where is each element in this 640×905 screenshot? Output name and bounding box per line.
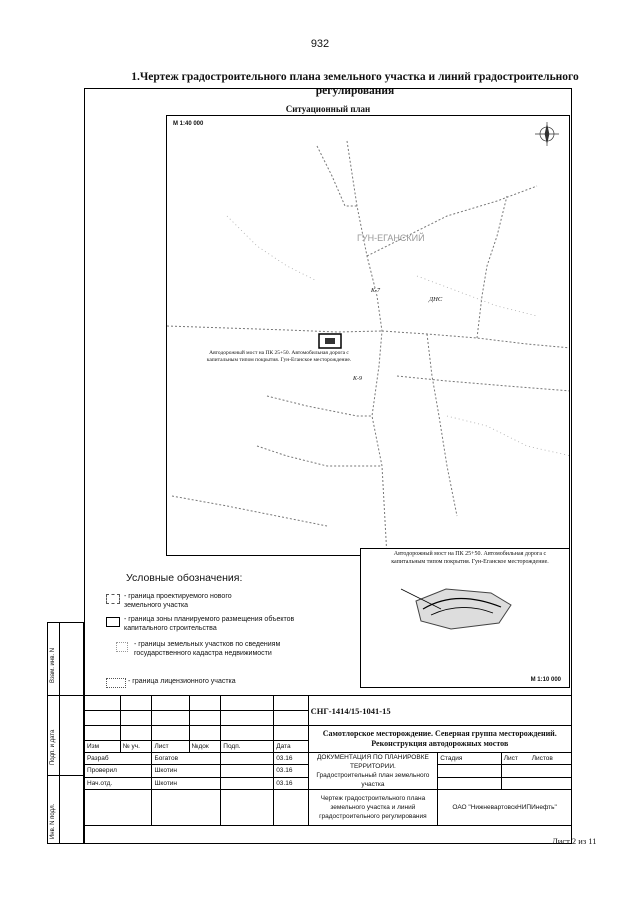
label-k7: К-7 (371, 288, 380, 294)
doc-subtitle: Градостроительный план земельного участка (316, 772, 430, 788)
legend-item-cadastre: - границы земельных участков по сведениям государственного кадастра недвижимости (134, 641, 281, 657)
legend-item-license: - граница лицензионного участка (128, 678, 236, 685)
situation-map (166, 115, 570, 556)
header-izm: Изм (85, 741, 121, 753)
header-podp: Подп. (221, 741, 274, 753)
map-roads (167, 116, 570, 556)
label-k9: К-9 (353, 376, 362, 382)
header-date: Дата (274, 741, 308, 753)
legend-title: Условные обозначения: (126, 572, 243, 584)
row-name: Богатов (152, 753, 221, 765)
inset-drawing (361, 549, 570, 688)
legend-item-new-plot: - граница проектируемого нового земельного участка (124, 593, 232, 609)
title-block (84, 695, 572, 826)
legend-swatch-new-plot (106, 594, 120, 604)
situation-plan-title: Ситуационный план (285, 104, 371, 114)
side-inv-zam: Взам. инв. N (50, 647, 56, 683)
legend-item-zone: - граница зоны планируемого размещения объектов капитального строительства (124, 616, 295, 632)
header-num: № уч. (120, 741, 152, 753)
doc-title: ДОКУМЕНТАЦИЯ ПО ПЛАНИРОВКЕ ТЕРРИТОРИИ. (316, 754, 429, 770)
legend-swatch-cadastre (116, 642, 128, 652)
legend-swatch-zone (106, 617, 120, 627)
row-date: 03.16 (274, 753, 308, 765)
side-inv-podl: Инв. N подл. (50, 803, 56, 839)
side-podp-data: Подп. и дата (50, 729, 56, 765)
inset-scale: М 1:10 000 (530, 677, 561, 683)
row-role: Проверил (85, 765, 152, 777)
region-label: ГУН-ЕГАНСКИЙ (357, 233, 425, 243)
row-role: Нач.отд. (85, 777, 152, 789)
legend-swatch-license (106, 678, 126, 688)
row-date: 03.16 (274, 777, 308, 789)
map-callout: Автодорожный мост на ПК 25+50. Автомобильная дорога с капитальным типом покрытия. Гун-Еганское месторождение. (206, 350, 352, 363)
doc-code: СНГ-1414/15-1041-15 (308, 696, 571, 726)
drawing-title: 1.Чертеж градостроительного плана земельного участка и линий градостроительного регулирования (131, 71, 579, 97)
stage-header: Стадия (438, 753, 502, 765)
row-date: 03.16 (274, 765, 308, 777)
row-name: Шкотин (152, 777, 221, 789)
inset-caption: Автодорожный мост на ПК 25+50. Автомобильная дорога с капитальным типом покрытия. Гун-Еганское месторождение. (391, 551, 549, 565)
sheet-title: Чертеж градостроительного плана земельного участка и линий градостроительного регулирования (308, 790, 438, 826)
inset-map (360, 548, 570, 688)
row-name: Шкотин (152, 765, 221, 777)
header-ndok: №док (189, 741, 221, 753)
sheet-header: Лист (503, 755, 518, 763)
sheets-header: Листов (531, 755, 553, 763)
label-dns: ДНС (429, 296, 443, 303)
map-scale: М 1:40 000 (173, 121, 204, 127)
company-name: ОАО "НижневартовскНИПИнефть" (438, 790, 572, 826)
row-role: Разраб (85, 753, 152, 765)
page-number: 932 (310, 38, 330, 50)
project-name: Самотлорское месторождение. Северная группа месторождений. Реконструкция автодорожных мостов (308, 726, 571, 753)
side-strip (47, 622, 84, 844)
header-list: Лист (152, 741, 189, 753)
sheet-number: Лист 2 из 11 (552, 836, 597, 846)
